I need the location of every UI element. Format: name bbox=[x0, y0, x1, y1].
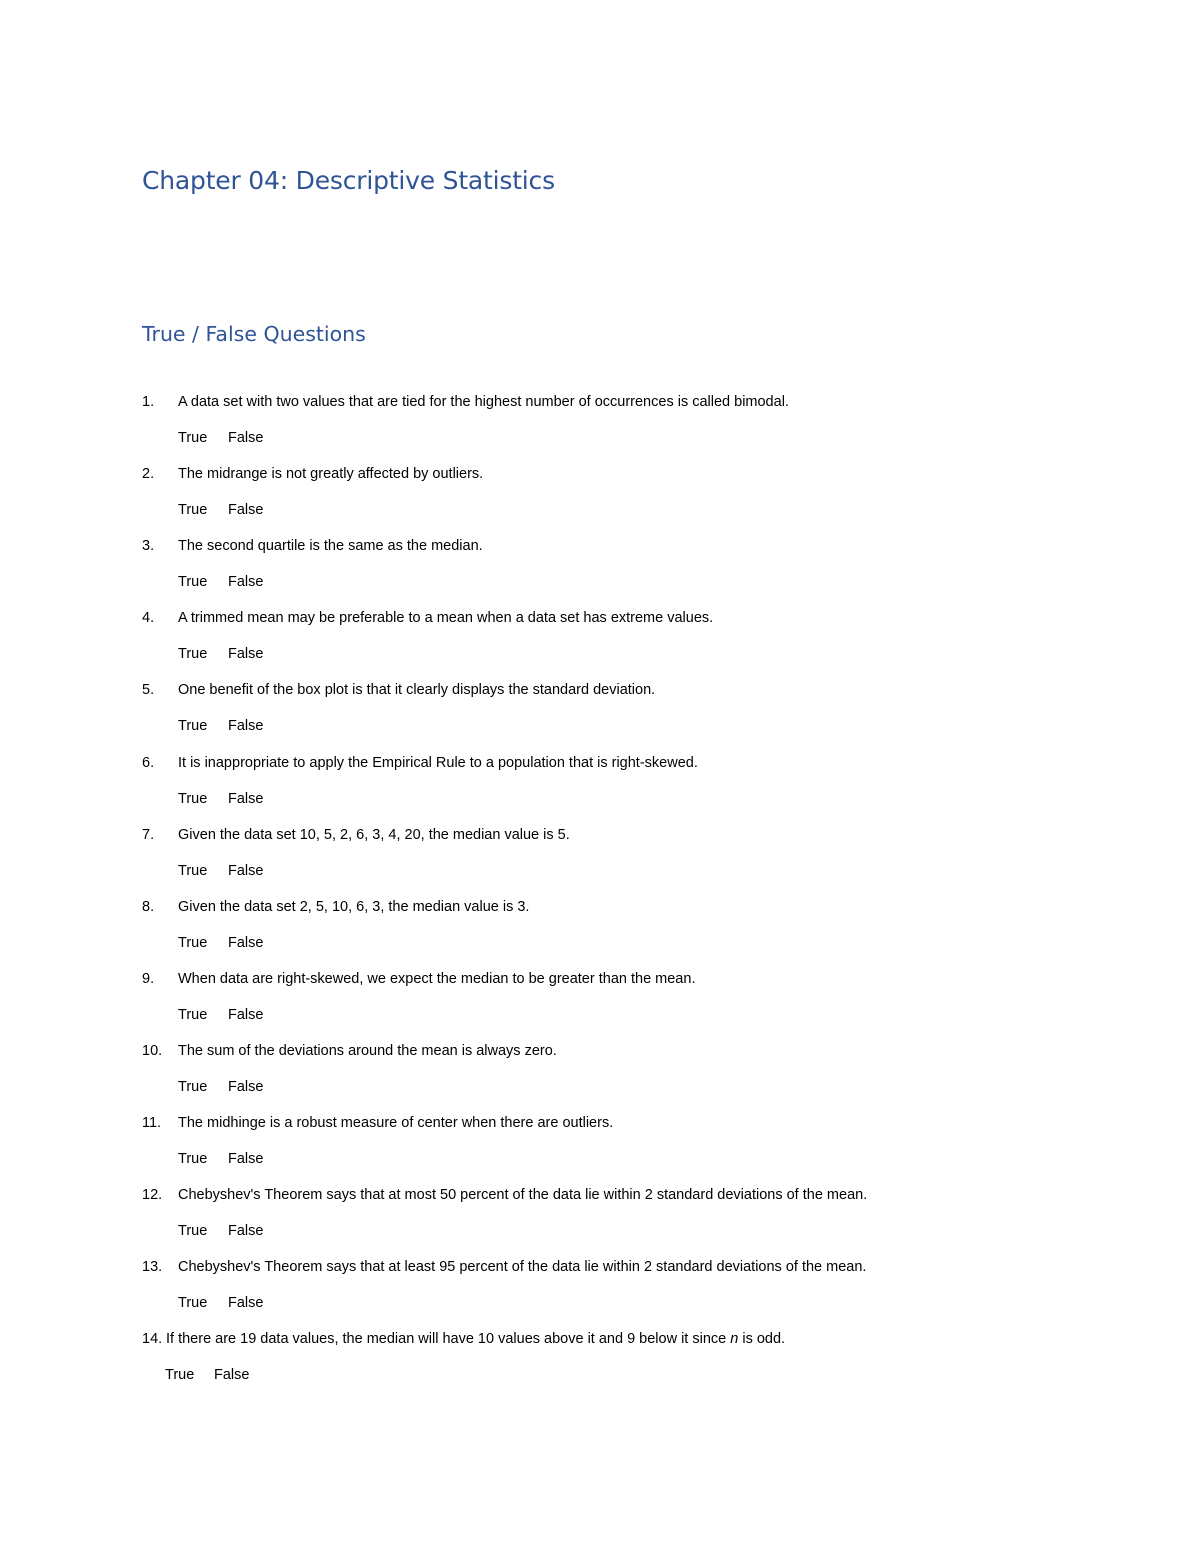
false-option[interactable]: False bbox=[228, 791, 264, 807]
true-option[interactable]: True bbox=[178, 791, 208, 807]
question-text: When data are right-skewed, we expect the median to be greater than the mean. bbox=[178, 971, 696, 987]
question-8 bbox=[0, 898, 1200, 958]
question-text: A data set with two values that are tied for the highest number of occurrences is called bimodal. bbox=[178, 394, 789, 410]
question-12 bbox=[0, 1186, 1200, 1246]
question-6 bbox=[0, 754, 1200, 814]
false-option[interactable]: False bbox=[228, 1151, 264, 1167]
question-text: The midrange is not greatly affected by outliers. bbox=[178, 466, 484, 482]
question-number: 9. bbox=[142, 971, 155, 987]
question-number: 5. bbox=[142, 682, 155, 698]
question-number: 4. bbox=[142, 610, 155, 626]
false-option[interactable]: False bbox=[228, 646, 264, 662]
true-option[interactable]: True bbox=[165, 1367, 195, 1383]
true-option[interactable]: True bbox=[178, 1223, 208, 1239]
question-text-part: If there are 19 data values, the median will have 10 values above it and 9 below it since bbox=[166, 1331, 731, 1347]
true-option[interactable]: True bbox=[178, 718, 208, 734]
question-10 bbox=[0, 1042, 1200, 1102]
question-9 bbox=[0, 970, 1200, 1030]
question-number: 2. bbox=[142, 466, 155, 482]
question-number: 3. bbox=[142, 538, 155, 554]
question-5 bbox=[0, 681, 1200, 741]
true-option[interactable]: True bbox=[178, 935, 208, 951]
true-option[interactable]: True bbox=[178, 1007, 208, 1023]
question-text: A trimmed mean may be preferable to a mean when a data set has extreme values. bbox=[178, 610, 714, 626]
variable-n: n bbox=[730, 1331, 739, 1347]
true-option[interactable]: True bbox=[178, 646, 208, 662]
question-text: The midhinge is a robust measure of center when there are outliers. bbox=[178, 1115, 614, 1131]
false-option[interactable]: False bbox=[228, 502, 264, 518]
question-text: It is inappropriate to apply the Empirical Rule to a population that is right-skewed. bbox=[178, 755, 698, 771]
question-text: Chebyshev's Theorem says that at least 95 percent of the data lie within 2 standard deviations of the mean. bbox=[178, 1259, 867, 1275]
question-2 bbox=[0, 465, 1200, 525]
question-number: 7. bbox=[142, 827, 155, 843]
true-option[interactable]: True bbox=[178, 574, 208, 590]
false-option[interactable]: False bbox=[228, 1295, 264, 1311]
false-option[interactable]: False bbox=[228, 1223, 264, 1239]
question-13 bbox=[0, 1258, 1200, 1318]
chapter-title: Chapter 04: Descriptive Statistics bbox=[142, 166, 555, 195]
true-option[interactable]: True bbox=[178, 1295, 208, 1311]
section-title: True / False Questions bbox=[142, 322, 366, 346]
false-option[interactable]: False bbox=[228, 1007, 264, 1023]
question-number: 12. bbox=[142, 1187, 163, 1203]
question-text: Given the data set 10, 5, 2, 6, 3, 4, 20, the median value is 5. bbox=[178, 827, 570, 843]
true-option[interactable]: True bbox=[178, 1079, 208, 1095]
question-text: The second quartile is the same as the median. bbox=[178, 538, 483, 554]
question-number: 6. bbox=[142, 755, 155, 771]
false-option[interactable]: False bbox=[228, 430, 264, 446]
question-text: The sum of the deviations around the mean is always zero. bbox=[178, 1043, 557, 1059]
question-text: One benefit of the box plot is that it clearly displays the standard deviation. bbox=[178, 682, 656, 698]
question-number: 10. bbox=[142, 1043, 163, 1059]
question-number: 11. bbox=[142, 1115, 162, 1131]
question-text: Given the data set 2, 5, 10, 6, 3, the median value is 3. bbox=[178, 899, 530, 915]
question-text bbox=[166, 1330, 785, 1348]
false-option[interactable]: False bbox=[228, 574, 264, 590]
false-option[interactable]: False bbox=[228, 863, 264, 879]
true-option[interactable]: True bbox=[178, 430, 208, 446]
question-11 bbox=[0, 1114, 1200, 1174]
false-option[interactable]: False bbox=[214, 1367, 250, 1383]
true-option[interactable]: True bbox=[178, 1151, 208, 1167]
question-text-part: is odd. bbox=[738, 1331, 786, 1347]
false-option[interactable]: False bbox=[228, 718, 264, 734]
false-option[interactable]: False bbox=[228, 1079, 264, 1095]
question-1 bbox=[0, 393, 1200, 453]
question-number: 8. bbox=[142, 899, 155, 915]
question-14 bbox=[0, 1330, 1200, 1390]
false-option[interactable]: False bbox=[228, 935, 264, 951]
question-text: Chebyshev's Theorem says that at most 50 percent of the data lie within 2 standard deviations of the mean. bbox=[178, 1187, 868, 1203]
question-number: 1. bbox=[142, 394, 155, 410]
question-number: 14. bbox=[142, 1331, 163, 1347]
true-option[interactable]: True bbox=[178, 502, 208, 518]
question-4 bbox=[0, 609, 1200, 669]
question-number: 13. bbox=[142, 1259, 163, 1275]
question-7 bbox=[0, 826, 1200, 886]
true-option[interactable]: True bbox=[178, 863, 208, 879]
question-3 bbox=[0, 537, 1200, 597]
